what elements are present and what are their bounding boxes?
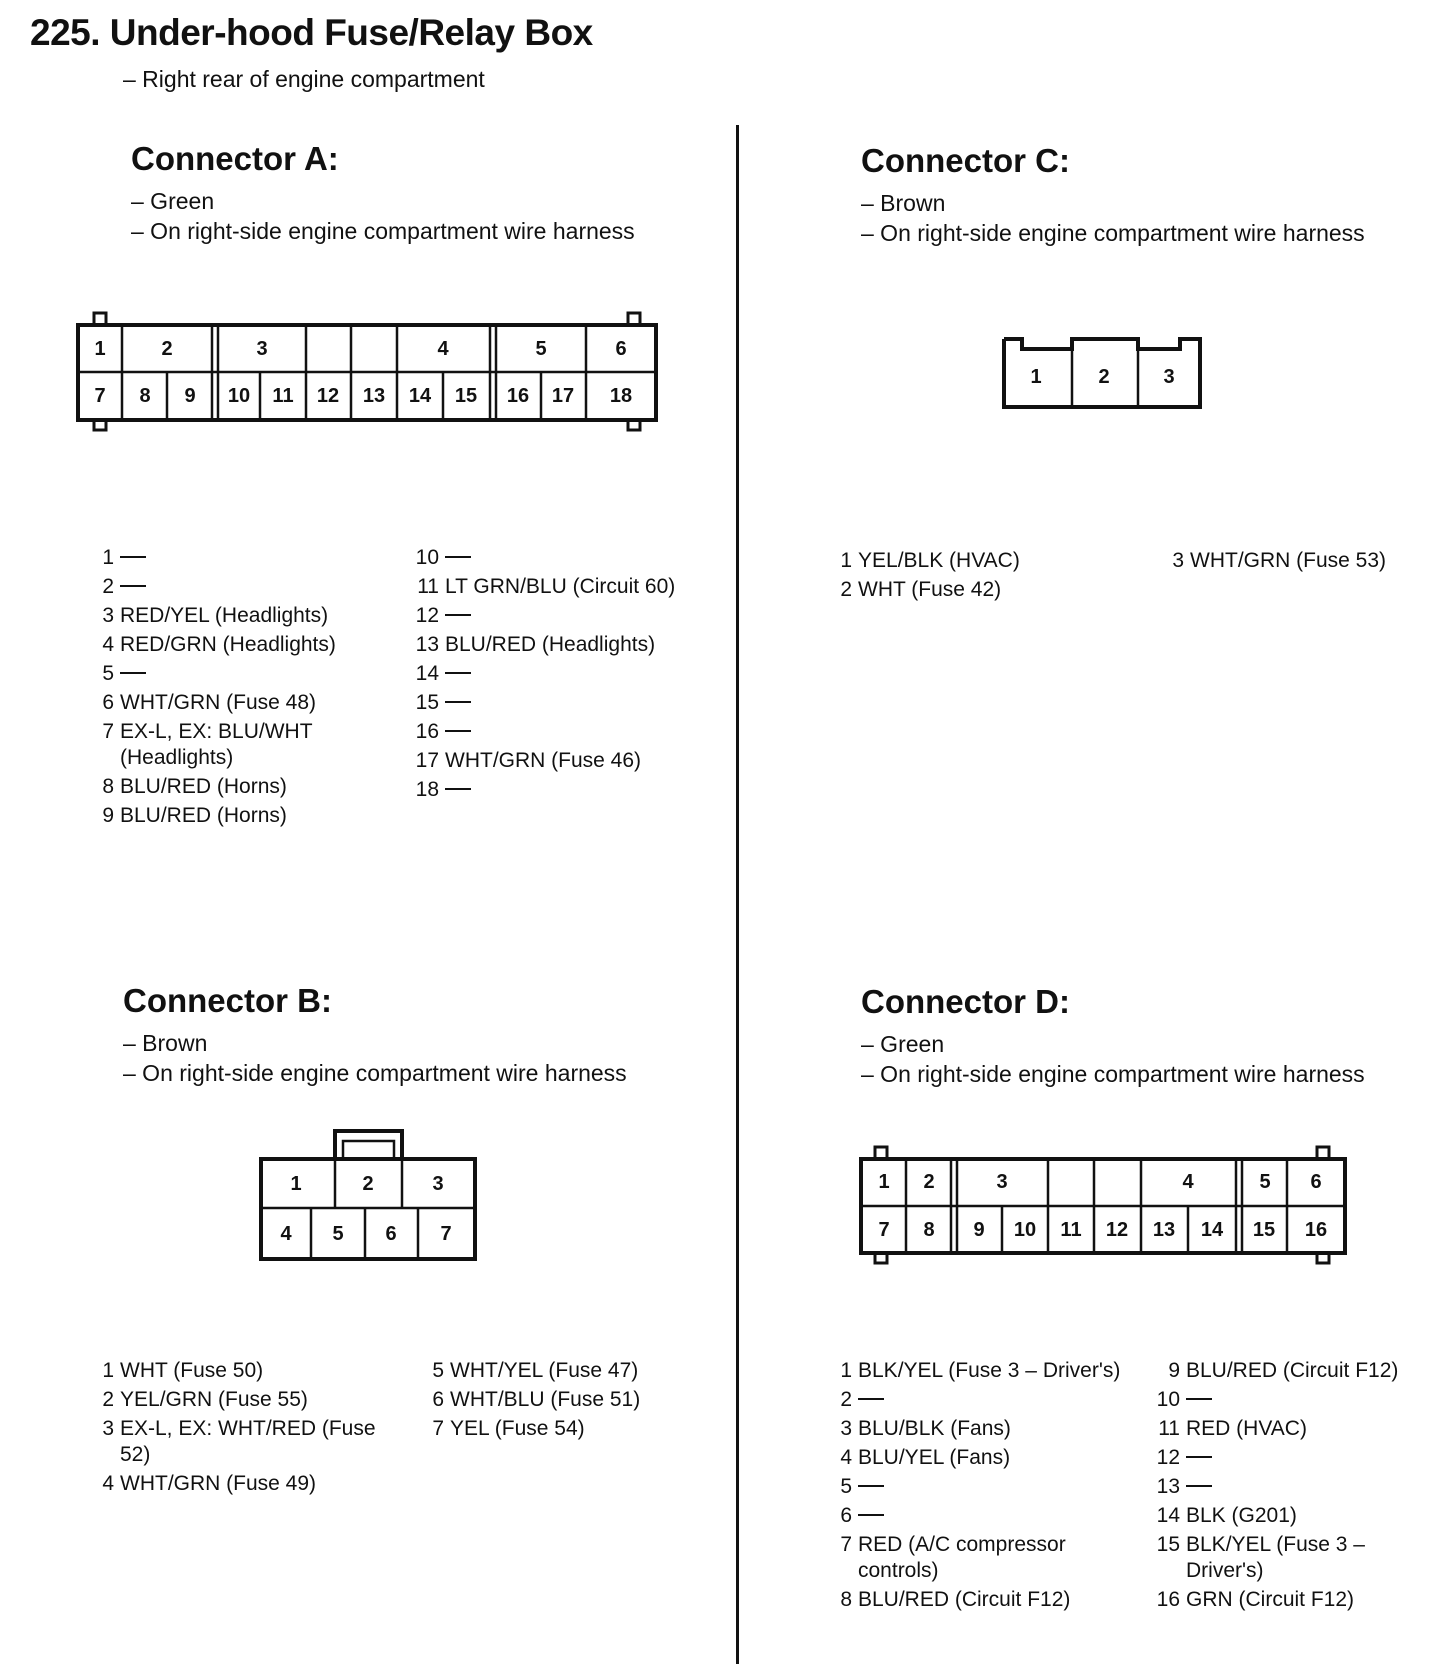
unused-dash-icon [120,672,146,674]
pin-number: 12 [415,604,439,627]
pin-number: 4 [840,1446,852,1469]
pin-number: 15 [1156,1533,1180,1556]
pin-number: 16 [1156,1588,1180,1611]
pin-description: YEL/GRN (Fuse 55) [120,1388,308,1411]
connector-a-pin-17: 17 [551,385,575,407]
connector-d-pin-4: 4 [1182,1171,1194,1193]
pin-entry [1156,1587,1446,1613]
pin-unused-dash [445,690,715,716]
pin-description: BLU/RED (Circuit F12) [1186,1359,1399,1382]
pin-description: WHT/GRN (Fuse 53) [1190,549,1387,572]
pin-unused-dash [858,1474,1128,1500]
pin-description: WHT/BLU (Fuse 51) [450,1388,641,1411]
connector-b-pins-col2 [420,1358,720,1445]
pin-entry [415,545,715,571]
pin-number: 3 [102,604,114,627]
connector-c-diagram [1000,335,1210,415]
connector-b-pin-3: 3 [432,1173,444,1195]
unused-dash-icon [1186,1456,1212,1458]
connector-a-diagram [70,305,670,435]
pin-number: 10 [415,546,439,569]
connector-d-pin-12: 12 [1105,1219,1129,1241]
pin-entry [828,1416,1128,1442]
pin-description: BLU/BLK (Fans) [858,1417,1011,1440]
pin-unused-dash [1186,1445,1446,1471]
connector-a-pin-18: 18 [609,385,633,407]
connector-a-pin-14: 14 [408,385,432,407]
unused-dash-icon [445,788,471,790]
connector-d-pin-14: 14 [1200,1219,1224,1241]
connector-a-pin-8: 8 [139,385,151,407]
pin-description: BLK/YEL (Fuse 3 – Driver's) [858,1359,1121,1382]
pin-number: 3 [1172,549,1184,572]
pin-description: BLU/RED (Circuit F12) [858,1588,1071,1611]
pin-entry [415,719,715,745]
pin-number: 4 [102,1472,114,1495]
pin-entry [90,1358,400,1384]
pin-entry [90,1471,400,1497]
connector-d-pin-8: 8 [923,1219,935,1241]
pin-number: 16 [415,720,439,743]
connector-a-pin-10: 10 [227,385,251,407]
pin-number: 6 [840,1504,852,1527]
connector-d-pin-10: 10 [1013,1219,1037,1241]
pin-unused-dash [120,545,390,571]
pin-description: RED/GRN (Headlights) [120,633,336,656]
connector-d-pin-5: 5 [1259,1171,1271,1193]
connector-d-pin-16: 16 [1304,1219,1328,1241]
pin-description: EX-L, EX: BLU/WHT (Headlights) [120,720,313,769]
pin-entry [415,603,715,629]
connector-b-pin-1: 1 [290,1173,302,1195]
pin-number: 18 [415,778,439,801]
pin-description: WHT (Fuse 42) [858,578,1002,601]
pin-entry [90,690,390,716]
pin-description: BLU/RED (Horns) [120,775,287,798]
pin-number: 2 [102,575,114,598]
unused-dash-icon [858,1398,884,1400]
pin-description: WHT/GRN (Fuse 46) [445,749,642,772]
pin-number: 9 [1168,1359,1180,1382]
pin-number: 1 [102,546,114,569]
pin-number: 7 [102,720,114,743]
connector-a-pin-9: 9 [184,385,196,407]
unused-dash-icon [445,556,471,558]
pin-description: YEL (Fuse 54) [450,1417,585,1440]
pin-description: BLK/YEL (Fuse 3 – Driver's) [1186,1533,1365,1582]
pin-number: 1 [840,549,852,572]
pin-number: 2 [840,1388,852,1411]
pin-entry [828,1358,1128,1384]
pin-number: 6 [102,691,114,714]
connector-c-pins-col2 [1160,548,1420,577]
pin-unused-dash [858,1387,1128,1413]
pin-number: 6 [432,1388,444,1411]
pin-entry [828,1445,1128,1471]
connector-d-pin-11: 11 [1060,1219,1082,1241]
connector-a-pin-5: 5 [535,338,547,360]
unused-dash-icon [120,556,146,558]
pin-unused-dash [445,545,715,571]
unused-dash-icon [858,1485,884,1487]
pin-description: GRN (Circuit F12) [1186,1588,1355,1611]
pin-entry [90,545,390,571]
connector-b-pin-6: 6 [385,1223,397,1245]
connector-a-title: Connector A: [131,140,339,177]
connector-d-pins-col1 [828,1358,1128,1616]
pin-number: 8 [840,1588,852,1611]
pin-entry [1156,1387,1446,1413]
pin-description: BLU/YEL (Fans) [858,1446,1011,1469]
pin-entry [415,574,715,600]
connector-a-color: – Green [131,188,215,214]
pin-number: 2 [840,578,852,601]
pin-entry [90,1387,400,1413]
pin-description: BLK (G201) [1186,1504,1297,1527]
connector-a-pin-15: 15 [454,385,478,407]
pin-description: WHT/YEL (Fuse 47) [450,1359,639,1382]
pin-number: 5 [432,1359,444,1382]
pin-number: 1 [840,1359,852,1382]
pin-entry [1156,1358,1446,1384]
pin-number: 13 [415,633,439,656]
connector-d-pin-3: 3 [996,1171,1008,1193]
pin-entry [1156,1445,1446,1471]
unused-dash-icon [445,701,471,703]
pin-number: 12 [1156,1446,1180,1469]
pin-description: RED/YEL (Headlights) [120,604,329,627]
pin-entry [1156,1474,1446,1500]
connector-a-pin-7: 7 [94,385,106,407]
connector-a-pin-2: 2 [161,338,173,360]
connector-a-pin-13: 13 [362,385,386,407]
pin-description: YEL/BLK (HVAC) [858,549,1020,572]
connector-d-pin-15: 15 [1252,1219,1276,1241]
pin-number: 11 [417,575,439,598]
connector-a-pin-1: 1 [94,338,106,360]
unused-dash-icon [858,1514,884,1516]
pin-entry [420,1387,720,1413]
pin-entry [828,1532,1128,1584]
pin-unused-dash [1186,1474,1446,1500]
pin-entry [415,661,715,687]
pin-entry [415,632,715,658]
connector-b-pin-2: 2 [362,1173,374,1195]
connector-d-pin-6: 6 [1310,1171,1322,1193]
connector-a-pin-11: 11 [272,385,294,407]
pin-entry [828,1474,1128,1500]
pin-number: 3 [840,1417,852,1440]
connector-c-pins-col1 [828,548,1128,606]
connector-b-pins-col1 [90,1358,400,1500]
connector-d-header [861,983,1365,1089]
connector-a-pin-6: 6 [615,338,627,360]
page-title: 225. Under-hood Fuse/Relay Box [30,12,593,53]
pin-number: 1 [102,1359,114,1382]
pin-entry [90,803,390,829]
connector-b-color: – Brown [123,1030,208,1056]
connector-d-pin-9: 9 [973,1219,985,1241]
pin-description: BLU/RED (Horns) [120,804,287,827]
pin-entry [90,719,390,771]
pin-number: 5 [840,1475,852,1498]
pin-description: LT GRN/BLU (Circuit 60) [445,575,676,598]
pin-entry [828,548,1128,574]
pin-unused-dash [120,661,390,687]
connector-b-header [123,982,627,1088]
pin-entry [1156,1416,1446,1442]
pin-entry [828,1387,1128,1413]
connector-a-pin-3: 3 [256,338,268,360]
connector-d-pins-col2 [1156,1358,1446,1616]
pin-number: 3 [102,1417,114,1440]
pin-entry [1156,1532,1446,1584]
pin-description: WHT (Fuse 50) [120,1359,264,1382]
pin-number: 10 [1156,1388,1180,1411]
pin-entry [415,690,715,716]
pin-unused-dash [1186,1387,1446,1413]
pin-entry [828,1503,1128,1529]
connector-b-pin-4: 4 [280,1223,292,1245]
unused-dash-icon [445,672,471,674]
pin-description: WHT/GRN (Fuse 48) [120,691,317,714]
unused-dash-icon [445,614,471,616]
connector-b-pin-7: 7 [440,1223,452,1245]
pin-entry [415,777,715,803]
pin-entry [90,1416,400,1468]
pin-number: 2 [102,1388,114,1411]
connector-a-pin-12: 12 [316,385,340,407]
pin-entry [90,774,390,800]
connector-b-diagram [255,1125,485,1265]
pin-number: 11 [1158,1417,1180,1440]
connector-c-location: – On right-side engine compartment wire harness [861,220,1365,246]
pin-entry [420,1416,720,1442]
connector-b-title: Connector B: [123,982,332,1019]
unused-dash-icon [1186,1485,1212,1487]
pin-number: 7 [432,1417,444,1440]
pin-entry [90,632,390,658]
pin-unused-dash [445,719,715,745]
connector-a-header [131,140,635,246]
connector-a-pin-4: 4 [437,338,449,360]
unused-dash-icon [120,585,146,587]
pin-number: 13 [1156,1475,1180,1498]
pin-number: 8 [102,775,114,798]
unused-dash-icon [445,730,471,732]
pin-entry [1156,1503,1446,1529]
connector-d-title: Connector D: [861,983,1070,1020]
connector-c-title: Connector C: [861,142,1070,179]
pin-number: 7 [840,1533,852,1556]
pin-number: 4 [102,633,114,656]
pin-entry [90,661,390,687]
pin-entry [415,748,715,774]
connector-d-color: – Green [861,1031,945,1057]
pin-number: 14 [415,662,439,685]
pin-number: 17 [415,749,439,772]
pin-unused-dash [445,661,715,687]
pin-entry [828,1587,1128,1613]
pin-unused-dash [445,777,715,803]
connector-c-color: – Brown [861,190,946,216]
connector-a-pins-col2 [415,545,715,806]
pin-entry [90,574,390,600]
pin-entry [420,1358,720,1384]
connector-d-pin-2: 2 [923,1171,935,1193]
page-subtitle: – Right rear of engine compartment [123,66,485,92]
connector-b-pin-5: 5 [332,1223,344,1245]
connector-d-pin-13: 13 [1152,1219,1176,1241]
connector-a-pin-16: 16 [506,385,530,407]
pin-unused-dash [120,574,390,600]
connector-d-pin-1: 1 [878,1171,890,1193]
connector-c-pin-1: 1 [1030,366,1042,388]
connector-d-diagram [855,1145,1355,1275]
pin-description: EX-L, EX: WHT/RED (Fuse 52) [120,1417,376,1466]
pin-description: BLU/RED (Headlights) [445,633,656,656]
pin-description: RED (HVAC) [1186,1417,1307,1440]
connector-a-pins-col1 [90,545,390,832]
pin-entry [90,603,390,629]
connector-b-location: – On right-side engine compartment wire harness [123,1060,627,1086]
pin-description: RED (A/C compressor controls) [858,1533,1066,1582]
column-divider [736,125,739,1664]
connector-d-pin-7: 7 [878,1219,890,1241]
pin-unused-dash [445,603,715,629]
pin-entry [1160,548,1420,574]
connector-c-pin-3: 3 [1163,366,1175,388]
unused-dash-icon [1186,1398,1212,1400]
connector-c-header [861,142,1365,248]
pin-entry [828,577,1128,603]
pin-number: 15 [415,691,439,714]
connector-a-location: – On right-side engine compartment wire harness [131,218,635,244]
pin-description: WHT/GRN (Fuse 49) [120,1472,317,1495]
connector-d-location: – On right-side engine compartment wire harness [861,1061,1365,1087]
pin-unused-dash [858,1503,1128,1529]
connector-c-pin-2: 2 [1098,366,1110,388]
pin-number: 14 [1156,1504,1180,1527]
pin-number: 5 [102,662,114,685]
pin-number: 9 [102,804,114,827]
